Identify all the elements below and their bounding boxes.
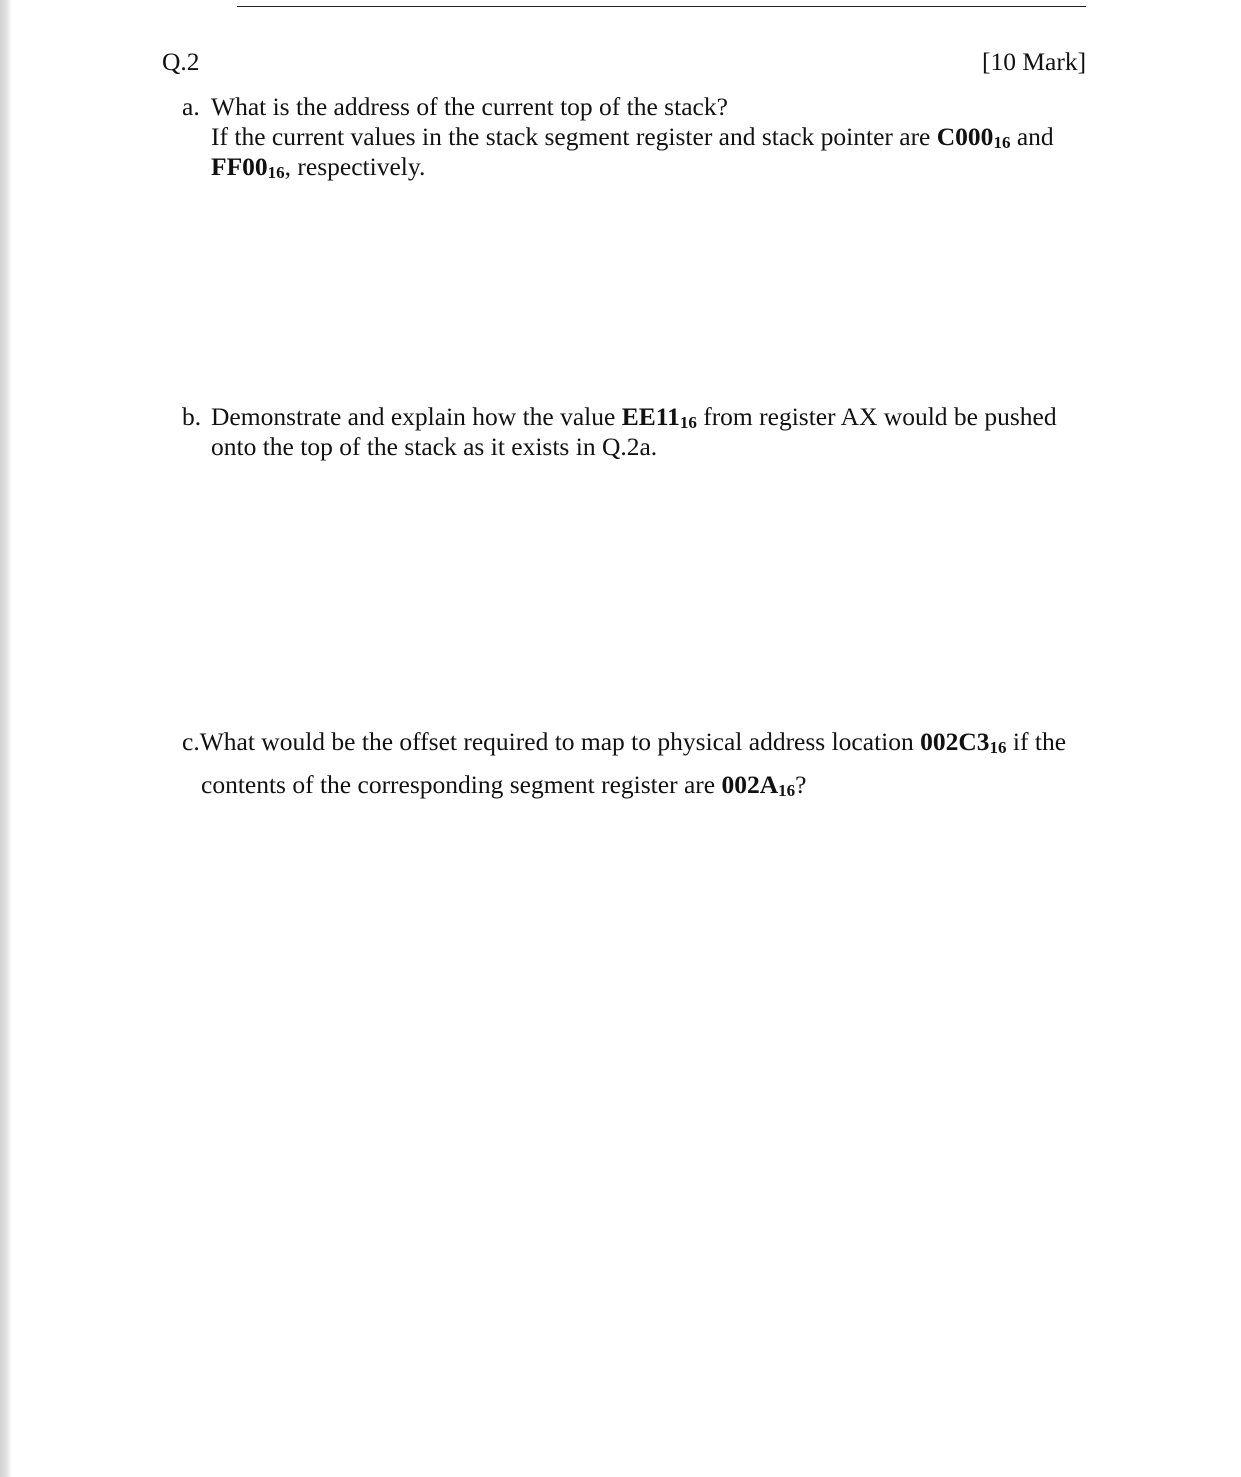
part-a-line2 [211,122,1054,155]
part-b-line1 [211,402,1057,435]
top-horizontal-rule [237,6,1086,7]
sp-base: 16 [267,163,285,182]
physical-address-value: 002C3 [920,727,990,756]
part-a-label: a. [182,92,200,121]
part-c-line2-suffix: ? [795,770,807,799]
part-c-line1-suffix: if the [1006,727,1067,756]
sp-value: FF00 [211,152,268,181]
part-c-line1-prefix: What would be the offset required to map to physical address location [199,727,921,756]
part-a-line3 [211,152,425,185]
marks-label: [10 Mark] [982,47,1087,76]
page-left-edge-shadow [0,0,12,1477]
part-c-line2-prefix: contents of the corresponding segment register are [201,770,722,799]
ss-value: C000 [936,122,994,151]
segment-register-base: 16 [778,781,796,800]
part-b-line2: onto the top of the stack as it exists in Q.2a. [211,432,658,461]
part-a-question: What is the address of the current top of the stack? [211,92,728,121]
ss-base: 16 [993,133,1011,152]
part-b-label: b. [182,402,202,431]
part-a-line2-suffix: and [1010,122,1054,151]
physical-address-base: 16 [989,738,1007,757]
part-b-line1-prefix: Demonstrate and explain how the value [211,402,622,431]
push-value-base: 16 [679,413,697,432]
part-c-line1 [182,727,1066,760]
part-c-line2 [201,770,806,803]
question-number: Q.2 [162,47,200,76]
part-b-line1-suffix: from register AX would be pushed [696,402,1057,431]
push-value: EE11 [621,402,680,431]
part-a-line2-prefix: If the current values in the stack segment register and stack pointer are [211,122,937,151]
segment-register-value: 002A [721,770,779,799]
part-a-line3-suffix: , respectively. [284,152,426,181]
part-c-label: c. [182,727,200,756]
